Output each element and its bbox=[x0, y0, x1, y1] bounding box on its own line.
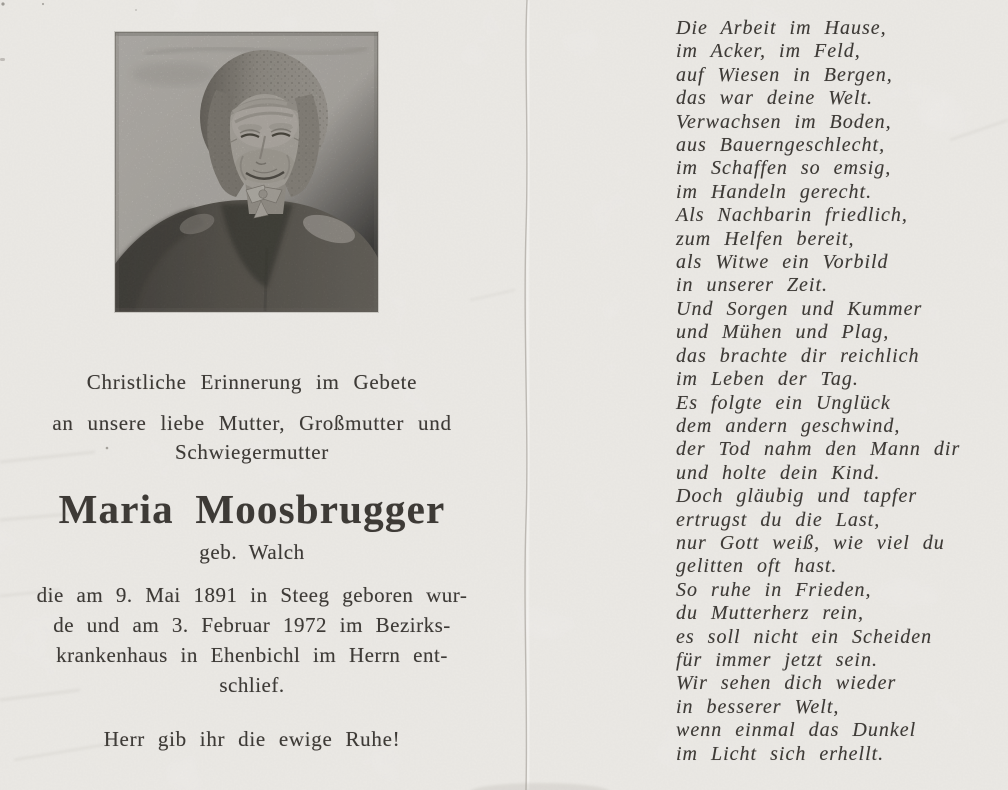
poem-line: Verwachsen im Boden, bbox=[676, 110, 892, 133]
poem-line: und holte dein Kind. bbox=[676, 461, 881, 484]
obituary-text bbox=[21, 580, 483, 700]
poem-line: ertrugst du die Last, bbox=[676, 508, 881, 531]
poem-line: gelitten oft hast. bbox=[676, 555, 838, 578]
poem-line: Und Sorgen und Kummer bbox=[676, 297, 923, 320]
deceased-name: Maria Moosbrugger bbox=[58, 486, 446, 532]
poem-line: im Schaffen so emsig, bbox=[676, 157, 892, 180]
fold-crease bbox=[525, 0, 529, 790]
poem-line: das war deine Welt. bbox=[676, 87, 874, 110]
poem-line: wenn einmal das Dunkel bbox=[676, 719, 917, 742]
poem-line: in besserer Welt, bbox=[676, 695, 840, 718]
poem-line: Es folgte ein Unglück bbox=[676, 391, 891, 414]
obituary-line: die am 9. Mai 1891 in Steeg geboren wur- bbox=[36, 583, 468, 607]
dedication-line-2: an unsere liebe Mutter, Großmutter und bbox=[52, 411, 452, 435]
poem-line: und Mühen und Plag, bbox=[676, 321, 890, 344]
poem-line: zum Helfen bereit, bbox=[676, 227, 855, 250]
poem-line: im Licht sich erhellt. bbox=[676, 742, 885, 765]
poem-line: im Leben der Tag. bbox=[676, 368, 859, 391]
poem-line: als Witwe ein Vorbild bbox=[676, 251, 889, 274]
poem-line: Wir sehen dich wieder bbox=[676, 672, 897, 695]
poem-line: Die Arbeit im Hause, bbox=[676, 17, 887, 39]
poem-line: im Handeln gerecht. bbox=[676, 180, 873, 203]
poem-line: nur Gott weiß, wie viel du bbox=[676, 531, 945, 554]
poem-line: in unserer Zeit. bbox=[676, 274, 829, 297]
memorial-poem bbox=[676, 17, 1006, 766]
poem-line: aus Bauerngeschlecht, bbox=[676, 134, 886, 157]
prayer-line: Herr gib ihr die ewige Ruhe! bbox=[103, 727, 401, 751]
dedication-line-1: Christliche Erinnerung im Gebete bbox=[86, 370, 418, 394]
poem-line: der Tod nahm den Mann dir bbox=[676, 438, 961, 461]
obituary-line: de und am 3. Februar 1972 im Bezirks- bbox=[53, 613, 451, 637]
poem-line: im Acker, im Feld, bbox=[676, 40, 861, 63]
obituary-line: schlief. bbox=[219, 673, 285, 697]
obituary-line: krankenhaus in Ehenbichl im Herrn ent- bbox=[56, 643, 448, 667]
left-page bbox=[21, 0, 483, 790]
poem-line: Doch gläubig und tapfer bbox=[676, 485, 918, 508]
poem-line: es soll nicht ein Scheiden bbox=[676, 625, 933, 648]
poem-line: du Mutterherz rein, bbox=[676, 602, 864, 625]
poem-line: Als Nachbarin friedlich, bbox=[676, 204, 908, 227]
poem-line: dem andern geschwind, bbox=[676, 414, 901, 437]
dedication-line-3: Schwiegermutter bbox=[175, 440, 329, 464]
poem-line: So ruhe in Frieden, bbox=[676, 578, 872, 601]
poem-line: für immer jetzt sein. bbox=[676, 648, 878, 671]
maiden-name: geb. Walch bbox=[199, 540, 305, 564]
poem-line: das brachte dir reichlich bbox=[676, 344, 920, 367]
poem-line: auf Wiesen in Bergen, bbox=[676, 63, 893, 86]
